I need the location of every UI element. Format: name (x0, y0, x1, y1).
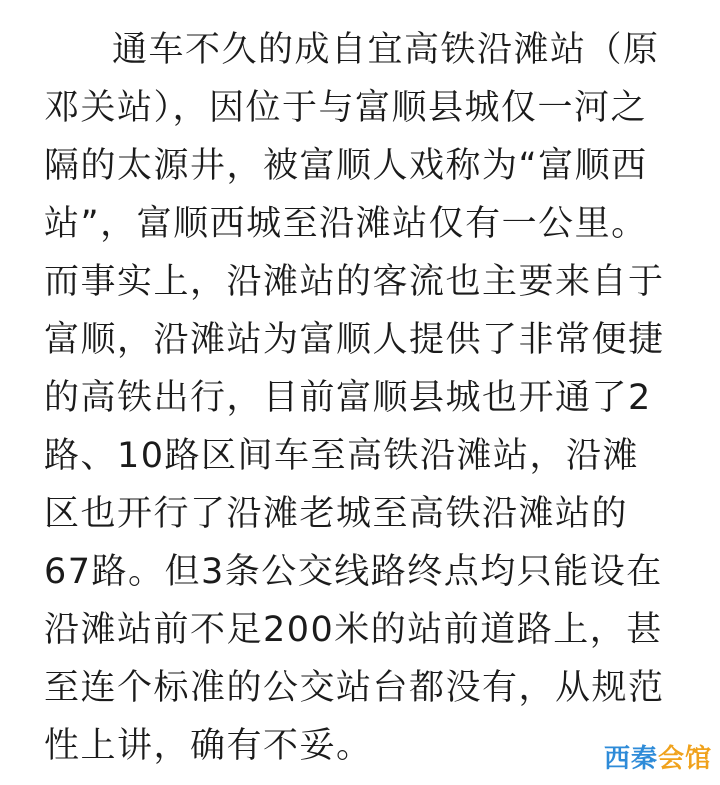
watermark-part-1: 西秦 (603, 744, 658, 774)
text-line-6: 富顺，沿滩站为富顺人提供了非常便捷 (44, 320, 665, 360)
text-line-11: 沿滩站前不足200米的站前道路上，甚 (44, 610, 663, 650)
text-line-8: 路、10路区间车至高铁沿滩站，沿滩 (44, 436, 640, 476)
text-line-4: 站”，富顺西城至沿滩站仅有一公里。 (44, 204, 648, 244)
text-line-9: 区也开行了沿滩老城至高铁沿滩站的 (44, 494, 629, 534)
text-line-2: 邓关站），因位于与富顺县城仅一河之 (44, 88, 648, 128)
text-line-10: 67路。但3条公交线路终点均只能设在 (44, 552, 663, 592)
text-line-5: 而事实上，沿滩站的客流也主要来自于 (44, 262, 665, 302)
text-line-13: 性上讲，确有不妥。 (44, 726, 373, 766)
watermark-part-2: 会馆 (657, 744, 712, 774)
text-line-12: 至连个标准的公交站台都没有，从规范 (44, 668, 665, 708)
watermark-logo (604, 738, 712, 775)
text-line-1: 通车不久的成自宜高铁沿滩站（原 (112, 30, 660, 70)
text-line-3: 隔的太源井，被富顺人戏称为“富顺西 (44, 146, 648, 186)
text-line-7: 的高铁出行，目前富顺县城也开通了2 (44, 378, 652, 418)
